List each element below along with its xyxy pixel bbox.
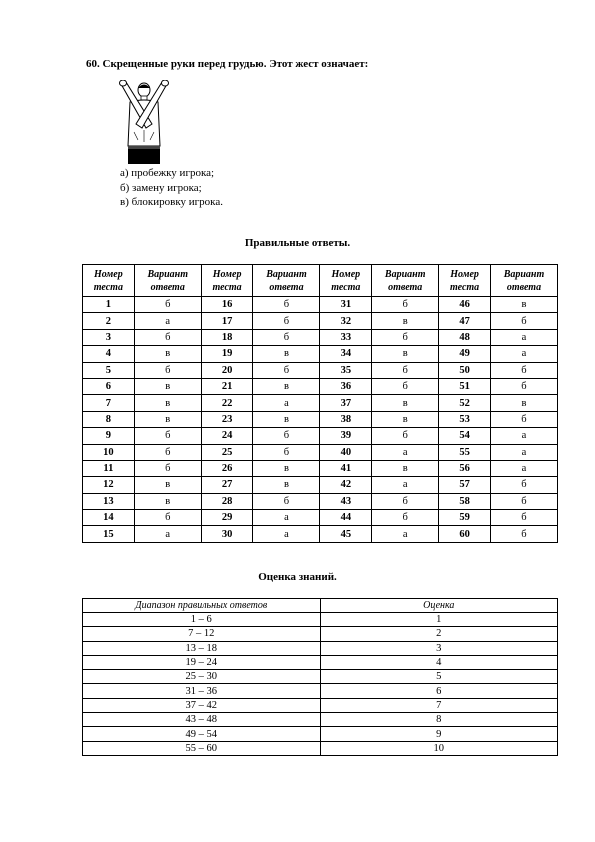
test-number-cell: 12 bbox=[83, 477, 135, 493]
answers-title: Правильные ответы. bbox=[244, 237, 351, 249]
test-number-cell: 40 bbox=[320, 444, 372, 460]
answer-variant-cell: в bbox=[253, 346, 320, 362]
test-number-cell: 6 bbox=[83, 378, 135, 394]
answer-variant-cell: в bbox=[253, 477, 320, 493]
table-row bbox=[83, 444, 558, 460]
answer-variant-cell: б bbox=[134, 460, 201, 476]
table-row bbox=[83, 395, 558, 411]
answer-variant-cell: б bbox=[372, 378, 439, 394]
test-number-cell: 18 bbox=[201, 329, 253, 345]
test-number-cell: 27 bbox=[201, 477, 253, 493]
test-number-cell: 42 bbox=[320, 477, 372, 493]
test-number-cell: 8 bbox=[83, 411, 135, 427]
table-row bbox=[83, 460, 558, 476]
grading-title: Оценка знаний. bbox=[258, 571, 337, 583]
table-row bbox=[83, 670, 558, 684]
range-cell: 37 – 42 bbox=[83, 698, 321, 712]
test-number-cell: 46 bbox=[439, 297, 491, 313]
table-row bbox=[83, 684, 558, 698]
header-answer-variant: Вариант ответа bbox=[253, 265, 320, 297]
table-row bbox=[83, 526, 558, 542]
test-number-cell: 55 bbox=[439, 444, 491, 460]
answer-variant-cell: б bbox=[134, 444, 201, 460]
grade-cell: 9 bbox=[320, 727, 558, 741]
test-number-cell: 48 bbox=[439, 329, 491, 345]
test-number-cell: 20 bbox=[201, 362, 253, 378]
answer-variant-cell: в bbox=[253, 460, 320, 476]
answer-variant-cell: а bbox=[372, 526, 439, 542]
test-number-cell: 37 bbox=[320, 395, 372, 411]
answer-variant-cell: в bbox=[372, 313, 439, 329]
table-row bbox=[83, 713, 558, 727]
test-number-cell: 53 bbox=[439, 411, 491, 427]
range-cell: 55 – 60 bbox=[83, 741, 321, 755]
table-row bbox=[83, 297, 558, 313]
grade-cell: 1 bbox=[320, 613, 558, 627]
header-answer-variant: Вариант ответа bbox=[490, 265, 557, 297]
test-number-cell: 24 bbox=[201, 428, 253, 444]
answer-variant-cell: б bbox=[134, 362, 201, 378]
answer-variant-cell: в bbox=[372, 411, 439, 427]
answer-variant-cell: б bbox=[372, 297, 439, 313]
header-test-number: Номер теста bbox=[439, 265, 491, 297]
answer-variant-cell: б bbox=[372, 362, 439, 378]
answer-variant-cell: б bbox=[490, 493, 557, 509]
test-number-cell: 34 bbox=[320, 346, 372, 362]
answer-variant-cell: а bbox=[134, 526, 201, 542]
range-cell: 49 – 54 bbox=[83, 727, 321, 741]
answer-variant-cell: б bbox=[372, 493, 439, 509]
answer-variant-cell: б bbox=[490, 313, 557, 329]
table-row bbox=[83, 313, 558, 329]
answers-header-row bbox=[83, 265, 558, 297]
answer-options bbox=[120, 166, 223, 210]
test-number-cell: 15 bbox=[83, 526, 135, 542]
answer-variant-cell: б bbox=[490, 526, 557, 542]
range-cell: 1 – 6 bbox=[83, 613, 321, 627]
answer-variant-cell: б bbox=[372, 329, 439, 345]
answer-variant-cell: в bbox=[490, 395, 557, 411]
test-number-cell: 19 bbox=[201, 346, 253, 362]
answer-variant-cell: б bbox=[372, 510, 439, 526]
table-row bbox=[83, 613, 558, 627]
table-row bbox=[83, 627, 558, 641]
answer-variant-cell: в bbox=[372, 395, 439, 411]
grading-header-row bbox=[83, 599, 558, 613]
answer-variant-cell: б bbox=[253, 428, 320, 444]
test-number-cell: 7 bbox=[83, 395, 135, 411]
table-row bbox=[83, 741, 558, 755]
answer-variant-cell: б bbox=[253, 297, 320, 313]
header-test-number: Номер теста bbox=[201, 265, 253, 297]
option-c: в) блокировку игрока. bbox=[120, 196, 223, 208]
grade-cell: 3 bbox=[320, 641, 558, 655]
grade-cell: 10 bbox=[320, 741, 558, 755]
table-row bbox=[83, 362, 558, 378]
test-number-cell: 39 bbox=[320, 428, 372, 444]
test-number-cell: 11 bbox=[83, 460, 135, 476]
test-number-cell: 14 bbox=[83, 510, 135, 526]
answer-variant-cell: б bbox=[490, 411, 557, 427]
test-number-cell: 22 bbox=[201, 395, 253, 411]
test-number-cell: 57 bbox=[439, 477, 491, 493]
option-b: б) замену игрока; bbox=[120, 181, 202, 194]
answer-variant-cell: в bbox=[134, 346, 201, 362]
test-number-cell: 13 bbox=[83, 493, 135, 509]
header-answer-variant: Вариант ответа bbox=[372, 265, 439, 297]
range-cell: 25 – 30 bbox=[83, 670, 321, 684]
answer-variant-cell: а bbox=[253, 526, 320, 542]
table-row bbox=[83, 510, 558, 526]
test-number-cell: 36 bbox=[320, 378, 372, 394]
test-number-cell: 43 bbox=[320, 493, 372, 509]
test-number-cell: 44 bbox=[320, 510, 372, 526]
test-number-cell: 10 bbox=[83, 444, 135, 460]
table-row bbox=[83, 428, 558, 444]
header-grade: Оценка bbox=[320, 599, 558, 613]
answer-variant-cell: а bbox=[253, 395, 320, 411]
answer-variant-cell: в bbox=[253, 378, 320, 394]
test-number-cell: 32 bbox=[320, 313, 372, 329]
table-row bbox=[83, 727, 558, 741]
grade-cell: 5 bbox=[320, 670, 558, 684]
test-number-cell: 58 bbox=[439, 493, 491, 509]
answer-variant-cell: а bbox=[490, 444, 557, 460]
test-number-cell: 31 bbox=[320, 297, 372, 313]
table-row bbox=[83, 411, 558, 427]
answer-variant-cell: а bbox=[372, 477, 439, 493]
test-number-cell: 2 bbox=[83, 313, 135, 329]
option-a: а) пробежку игрока; bbox=[120, 167, 215, 179]
test-number-cell: 35 bbox=[320, 362, 372, 378]
answer-variant-cell: в bbox=[134, 395, 201, 411]
header-answer-variant: Вариант ответа bbox=[134, 265, 201, 297]
answer-variant-cell: в bbox=[372, 346, 439, 362]
test-number-cell: 45 bbox=[320, 526, 372, 542]
answer-variant-cell: б bbox=[253, 362, 320, 378]
test-number-cell: 52 bbox=[439, 395, 491, 411]
test-number-cell: 16 bbox=[201, 297, 253, 313]
table-row bbox=[83, 493, 558, 509]
answer-variant-cell: в bbox=[134, 493, 201, 509]
answer-variant-cell: в bbox=[134, 378, 201, 394]
test-number-cell: 47 bbox=[439, 313, 491, 329]
answer-variant-cell: а bbox=[253, 510, 320, 526]
test-number-cell: 23 bbox=[201, 411, 253, 427]
answer-variant-cell: в bbox=[372, 460, 439, 476]
answer-variant-cell: б bbox=[253, 493, 320, 509]
answer-variant-cell: б bbox=[490, 477, 557, 493]
test-number-cell: 50 bbox=[439, 362, 491, 378]
test-number-cell: 51 bbox=[439, 378, 491, 394]
range-cell: 43 – 48 bbox=[83, 713, 321, 727]
answer-variant-cell: в bbox=[134, 411, 201, 427]
test-number-cell: 30 bbox=[201, 526, 253, 542]
test-number-cell: 25 bbox=[201, 444, 253, 460]
table-row bbox=[83, 477, 558, 493]
grade-cell: 6 bbox=[320, 684, 558, 698]
test-number-cell: 29 bbox=[201, 510, 253, 526]
test-number-cell: 60 bbox=[439, 526, 491, 542]
question-text: 60. Скрещенные руки перед грудью. Этот жест означает: bbox=[86, 58, 369, 70]
answer-variant-cell: б bbox=[253, 313, 320, 329]
crossed-arms-referee-illustration bbox=[118, 80, 170, 164]
grade-cell: 8 bbox=[320, 713, 558, 727]
answer-variant-cell: б bbox=[134, 297, 201, 313]
range-cell: 7 – 12 bbox=[83, 627, 321, 641]
test-number-cell: 38 bbox=[320, 411, 372, 427]
table-row bbox=[83, 329, 558, 345]
answer-variant-cell: в bbox=[253, 411, 320, 427]
answer-variant-cell: в bbox=[134, 477, 201, 493]
test-number-cell: 5 bbox=[83, 362, 135, 378]
answer-variant-cell: а bbox=[490, 346, 557, 362]
test-number-cell: 59 bbox=[439, 510, 491, 526]
test-number-cell: 1 bbox=[83, 297, 135, 313]
test-number-cell: 21 bbox=[201, 378, 253, 394]
grade-cell: 2 bbox=[320, 627, 558, 641]
answer-variant-cell: б bbox=[490, 378, 557, 394]
test-number-cell: 56 bbox=[439, 460, 491, 476]
table-row bbox=[83, 698, 558, 712]
range-cell: 31 – 36 bbox=[83, 684, 321, 698]
answer-variant-cell: а bbox=[134, 313, 201, 329]
test-number-cell: 17 bbox=[201, 313, 253, 329]
header-range: Диапазон правильных ответов bbox=[83, 599, 321, 613]
answer-variant-cell: б bbox=[134, 510, 201, 526]
header-test-number: Номер теста bbox=[83, 265, 135, 297]
test-number-cell: 54 bbox=[439, 428, 491, 444]
test-number-cell: 41 bbox=[320, 460, 372, 476]
answers-table bbox=[82, 264, 558, 543]
header-test-number: Номер теста bbox=[320, 265, 372, 297]
test-number-cell: 3 bbox=[83, 329, 135, 345]
test-number-cell: 49 bbox=[439, 346, 491, 362]
grade-cell: 7 bbox=[320, 698, 558, 712]
answer-variant-cell: б bbox=[490, 510, 557, 526]
table-row bbox=[83, 641, 558, 655]
range-cell: 19 – 24 bbox=[83, 655, 321, 669]
answer-variant-cell: б bbox=[253, 329, 320, 345]
table-row bbox=[83, 346, 558, 362]
test-number-cell: 26 bbox=[201, 460, 253, 476]
answer-variant-cell: а bbox=[490, 329, 557, 345]
answer-variant-cell: а bbox=[490, 428, 557, 444]
table-row bbox=[83, 655, 558, 669]
answer-variant-cell: б bbox=[372, 428, 439, 444]
answer-variant-cell: а bbox=[372, 444, 439, 460]
table-row bbox=[83, 378, 558, 394]
grading-table bbox=[82, 598, 558, 756]
answer-variant-cell: б bbox=[253, 444, 320, 460]
answer-variant-cell: в bbox=[490, 297, 557, 313]
grade-cell: 4 bbox=[320, 655, 558, 669]
answer-variant-cell: б bbox=[134, 329, 201, 345]
answer-variant-cell: б bbox=[134, 428, 201, 444]
answer-variant-cell: а bbox=[490, 460, 557, 476]
test-number-cell: 9 bbox=[83, 428, 135, 444]
test-number-cell: 4 bbox=[83, 346, 135, 362]
test-number-cell: 33 bbox=[320, 329, 372, 345]
answer-variant-cell: б bbox=[490, 362, 557, 378]
range-cell: 13 – 18 bbox=[83, 641, 321, 655]
test-number-cell: 28 bbox=[201, 493, 253, 509]
